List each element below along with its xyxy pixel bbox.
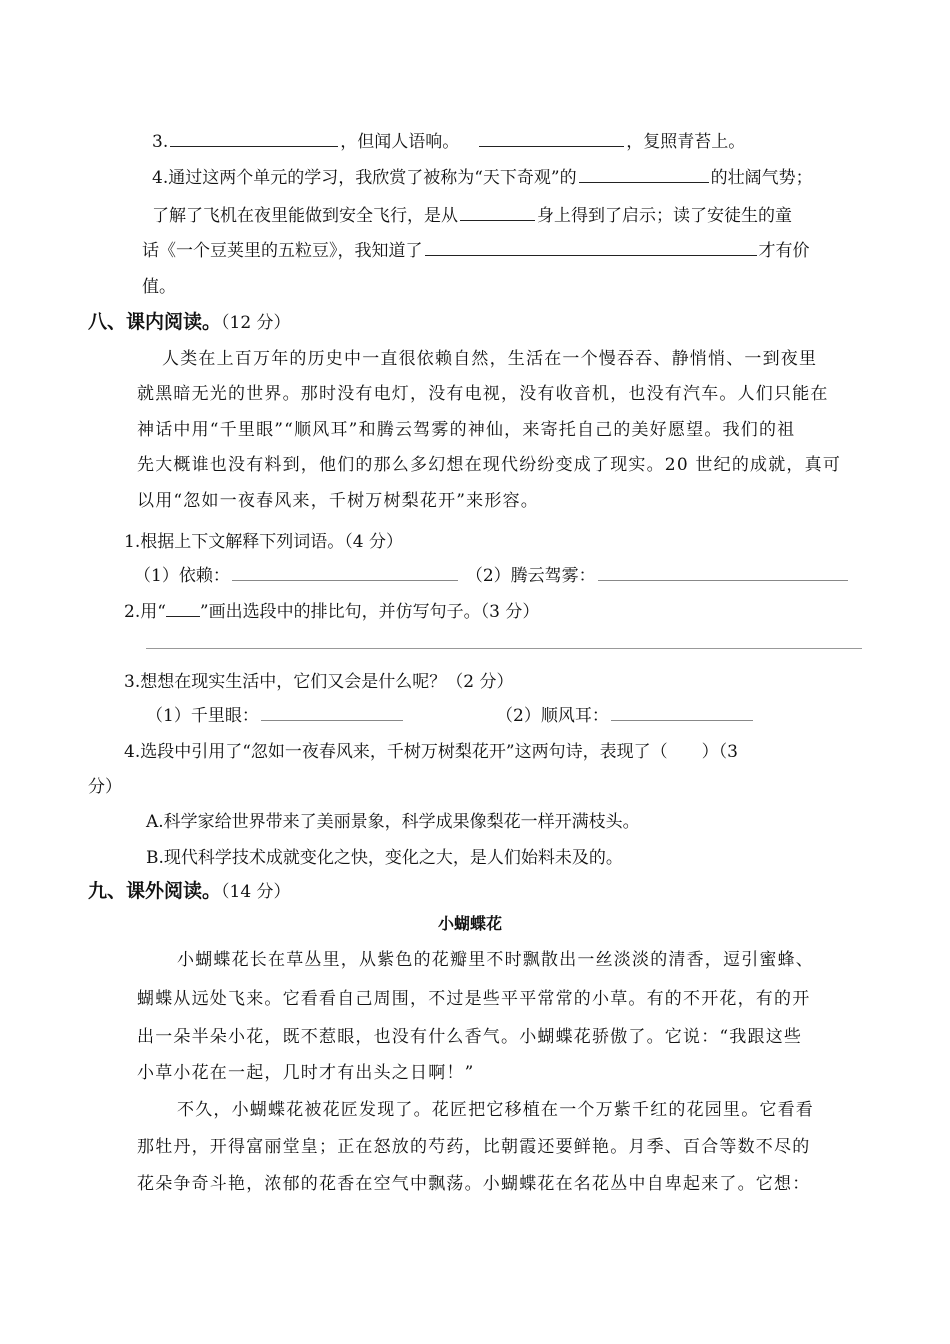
q8-3-answer-a bbox=[146, 701, 405, 726]
passage-line: 人类在上百万年的历史中一直很依赖自然，生活在一个慢吞吞、静悄悄、一到夜里 bbox=[162, 349, 818, 369]
q7-4-line2 bbox=[152, 201, 792, 226]
story-line: 小草小花在一起，几时才有出头之日啊！” bbox=[137, 1063, 475, 1083]
q8-3-a-label: （1）千里眼： bbox=[146, 706, 259, 726]
answer-blank[interactable] bbox=[261, 703, 403, 721]
answer-blank[interactable] bbox=[170, 129, 338, 147]
story-line: 蝴蝶从远处飞来。它看看自己周围，不过是些平平常常的小草。有的不开花，有的开 bbox=[137, 989, 811, 1009]
q8-3-b-label: （2）顺风耳： bbox=[496, 706, 609, 726]
q7-4-text: 话《一个豆荚里的五粒豆》，我知道了 bbox=[142, 241, 423, 261]
answer-blank[interactable] bbox=[232, 563, 458, 581]
q8-1-a-label: （1）依赖： bbox=[134, 566, 230, 586]
section-title: 八、课内阅读。 bbox=[88, 311, 222, 333]
q7-3-text-mid: ，但闻人语响。 bbox=[340, 132, 460, 152]
passage-line: 以用“忽如一夜春风来，千树万树梨花开”来形容。 bbox=[137, 491, 539, 511]
q8-1-b-label: （2）腾云驾雾： bbox=[465, 566, 596, 586]
section-8-heading bbox=[88, 307, 291, 334]
q8-4-stem: 分） bbox=[88, 777, 122, 797]
q7-3-number: 3. bbox=[152, 132, 169, 152]
q8-2-text: 2.用“ bbox=[124, 602, 166, 622]
section-points: （14 分） bbox=[221, 882, 291, 902]
q7-4-text: 值。 bbox=[142, 277, 176, 297]
q8-4-option-a[interactable]: A.科学家给世界带来了美丽景象，科学成果像梨花一样开满枝头。 bbox=[146, 812, 640, 832]
passage-line: 神话中用“千里眼”“顺风耳”和腾云驾雾的神仙，来寄托自己的美好愿望。我们的祖 bbox=[137, 420, 796, 440]
story-line: 不久，小蝴蝶花被花匠发现了。花匠把它移植在一个万紫千红的花园里。它看看 bbox=[177, 1100, 814, 1120]
passage-line: 就黑暗无光的世界。那时没有电灯，没有电视，没有收音机，也没有汽车。人们只能在 bbox=[137, 384, 829, 404]
q7-3-text-end: ，复照青苔上。 bbox=[626, 132, 746, 152]
answer-blank[interactable] bbox=[460, 203, 535, 221]
underline-sample bbox=[166, 599, 200, 617]
q8-4-stem: 4.选段中引用了“忽如一夜春风来，千树万树梨花开”这两句诗，表现了（ ）（3 bbox=[124, 742, 738, 762]
answer-blank[interactable] bbox=[425, 238, 757, 256]
story-title: 小蝴蝶花 bbox=[438, 914, 503, 933]
answer-blank[interactable] bbox=[611, 703, 753, 721]
q7-4-line1 bbox=[152, 163, 813, 188]
q7-4-text: 4.通过这两个单元的学习，我欣赏了被称为“天下奇观”的 bbox=[152, 168, 577, 188]
q8-2-stem bbox=[124, 597, 539, 622]
q8-3-stem: 3.想想在现实生活中，它们又会是什么呢？（2 分） bbox=[124, 672, 514, 692]
q7-4-line3 bbox=[142, 236, 810, 261]
q7-3-line bbox=[152, 127, 745, 152]
q8-1-stem: 1.根据上下文解释下列词语。（4 分） bbox=[124, 532, 403, 552]
section-9-heading bbox=[88, 876, 291, 903]
q7-4-text: 才有价 bbox=[758, 241, 810, 261]
section-title: 九、课外阅读。 bbox=[88, 880, 222, 902]
answer-blank[interactable] bbox=[598, 563, 848, 581]
answer-blank[interactable] bbox=[479, 129, 624, 147]
q7-4-text: 身上得到了启示；读了安徒生的童 bbox=[537, 206, 792, 226]
answer-line[interactable] bbox=[146, 648, 862, 649]
q8-4-option-b[interactable]: B.现代科学技术成就变化之快，变化之大，是人们始料未及的。 bbox=[146, 848, 623, 868]
story-line: 那牡丹，开得富丽堂皇；正在怒放的芍药，比朝霞还要鲜艳。月季、百合等数不尽的 bbox=[137, 1137, 811, 1157]
q7-4-text: 的壮阔气势； bbox=[710, 168, 813, 188]
section-points: （12 分） bbox=[221, 313, 291, 333]
answer-blank[interactable] bbox=[579, 165, 709, 183]
q8-1-answers bbox=[134, 561, 850, 586]
q8-3-answer-b bbox=[496, 701, 755, 726]
q8-2-text: ”画出选段中的排比句，并仿写句子。（3 分） bbox=[199, 602, 540, 622]
story-line: 花朵争奇斗艳，浓郁的花香在空气中飘荡。小蝴蝶花在名花丛中自卑起来了。它想： bbox=[137, 1174, 811, 1194]
passage-line: 先大概谁也没有料到，他们的那么多幻想在现代纷纷变成了现实。20 世纪的成就，真可 bbox=[137, 455, 842, 475]
story-line: 小蝴蝶花长在草丛里，从紫色的花瓣里不时飘散出一丝淡淡的清香，逗引蜜蜂、 bbox=[177, 950, 814, 970]
q7-4-text: 了解了飞机在夜里能做到安全飞行，是从 bbox=[152, 206, 458, 226]
story-line: 出一朵半朵小花，既不惹眼，也没有什么香气。小蝴蝶花骄傲了。它说：“我跟这些 bbox=[137, 1027, 803, 1047]
